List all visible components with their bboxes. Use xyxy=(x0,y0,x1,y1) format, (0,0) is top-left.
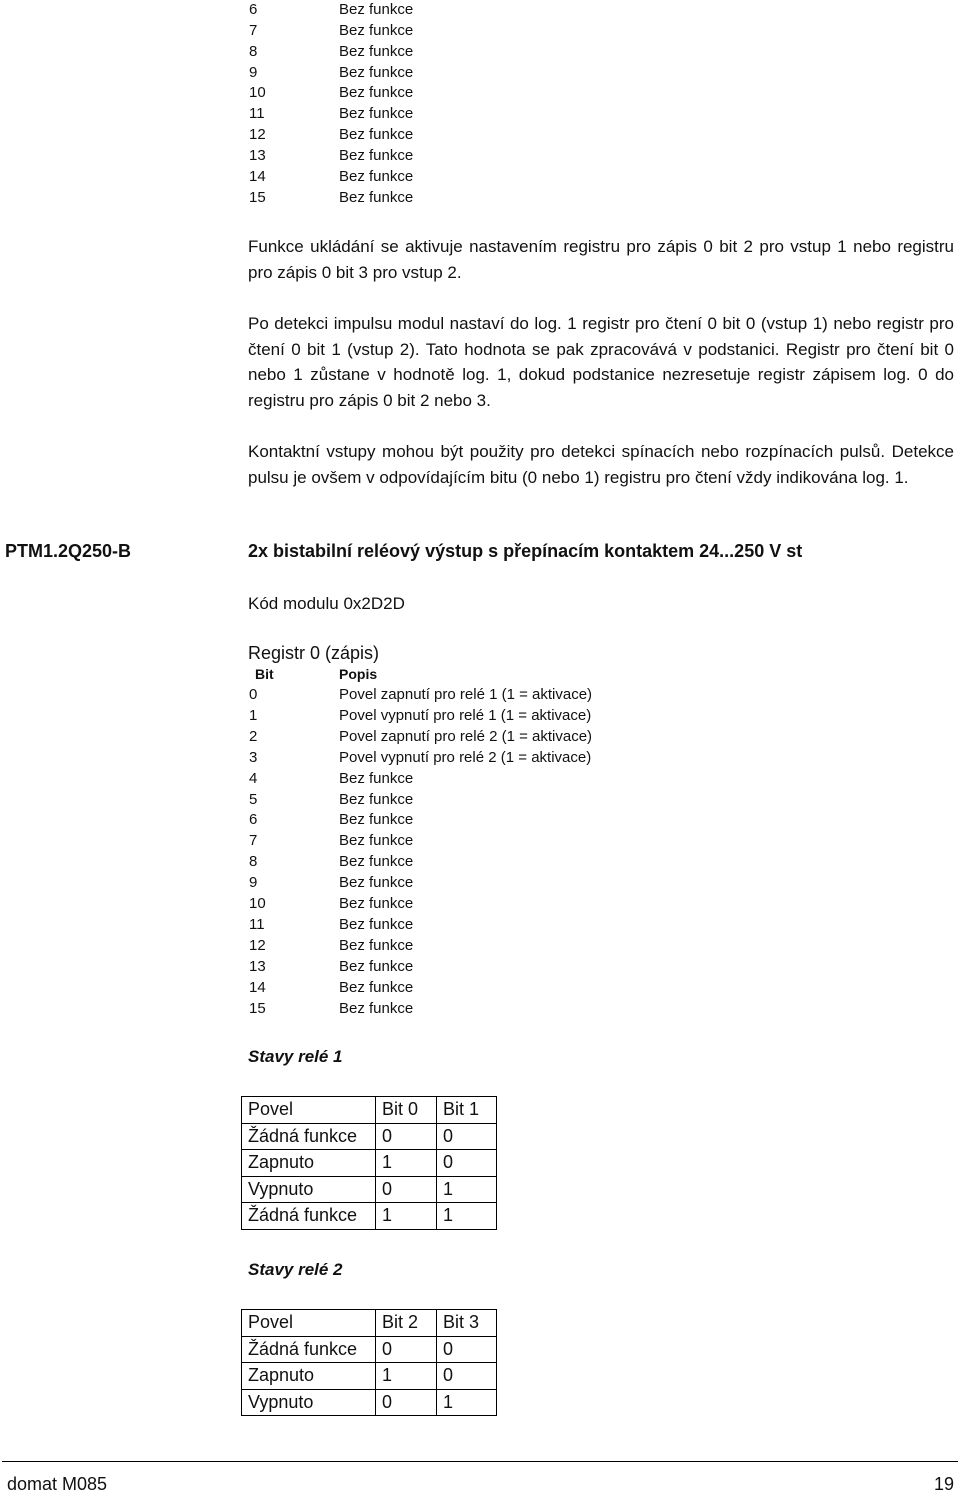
bit-number: 4 xyxy=(249,770,258,787)
table-cell: 1 xyxy=(437,1389,497,1416)
register-row xyxy=(249,726,592,747)
register-row xyxy=(249,41,413,62)
register-row xyxy=(249,977,413,998)
page-number: 19 xyxy=(933,1474,954,1494)
paragraph-contact-inputs: Kontaktní vstupy mohou být použity pro detekci spínacích nebo rozpínacích pulsů. Detekce pulsu je ovšem v odpovídajícím bitu (0 nebo 1) registru pro čtení vždy indikována log. 1. xyxy=(248,442,954,487)
table-cell: 0 xyxy=(376,1176,437,1203)
bit-number: 7 xyxy=(249,22,258,39)
table-row xyxy=(242,1336,497,1363)
table-cell: Žádná funkce xyxy=(242,1203,376,1230)
bit-number: 8 xyxy=(249,853,258,870)
bit-description: Bez funkce xyxy=(339,22,414,39)
table-cell: 0 xyxy=(376,1123,437,1150)
table-cell: 0 xyxy=(437,1123,497,1150)
footer-divider xyxy=(2,1461,958,1462)
bit-number: 15 xyxy=(249,1000,266,1017)
bit-number: 13 xyxy=(249,147,266,164)
register-row xyxy=(249,809,413,830)
register-row xyxy=(249,747,591,768)
bit-number: 9 xyxy=(249,64,258,81)
register-row xyxy=(249,124,413,145)
register-row xyxy=(249,0,413,20)
table-cell: 1 xyxy=(376,1203,437,1230)
bit-description: Bez funkce xyxy=(339,895,414,912)
bit-description: Povel vypnutí pro relé 2 (1 = aktivace) xyxy=(339,749,592,766)
bit-number: 11 xyxy=(249,916,265,933)
table-cell: Žádná funkce xyxy=(242,1336,376,1363)
paragraph-pulse-detection: Po detekci impulsu modul nastaví do log. 1 registr pro čtení 0 bit 0 (vstup 1) nebo registr pro čtení 0 bit 1 (vstup 2). Tato hodnota se pak zpracovává v podstanici. Registr pro čtení bit 0 nebo 1 zůstane v hodnotě log. 1, dokud podstanice nezresetuje registr zápisem log. 0 do registru pro zápis 0 bit 2 nebo 3. xyxy=(248,314,954,410)
table-cell: 0 xyxy=(437,1336,497,1363)
register-row xyxy=(249,62,413,83)
header-cell: Bit 2 xyxy=(376,1310,437,1337)
register-row xyxy=(249,166,413,187)
register-header xyxy=(255,664,377,685)
relay-1-states-title: Stavy relé 1 xyxy=(248,1047,343,1066)
table-cell: 0 xyxy=(437,1150,497,1177)
bit-number: 8 xyxy=(249,43,258,60)
register-row xyxy=(249,872,413,893)
bit-number: 13 xyxy=(249,958,266,975)
table-header-row xyxy=(242,1310,497,1337)
register-title: Registr 0 (zápis) xyxy=(248,643,380,663)
table-cell: 0 xyxy=(376,1389,437,1416)
table-row xyxy=(242,1203,497,1230)
table-cell: Vypnuto xyxy=(242,1176,376,1203)
bit-description: Bez funkce xyxy=(339,168,414,185)
bit-description: Bez funkce xyxy=(339,105,414,122)
bit-number: 14 xyxy=(249,168,266,185)
bit-number: 9 xyxy=(249,874,258,891)
table-cell: 0 xyxy=(437,1363,497,1390)
bit-description: Bez funkce xyxy=(339,43,414,60)
register-row xyxy=(249,20,413,41)
table-row xyxy=(242,1150,497,1177)
register-row xyxy=(249,998,413,1019)
register-row xyxy=(249,830,413,851)
bit-number: 15 xyxy=(249,189,266,206)
register-row xyxy=(249,768,413,789)
bit-description: Bez funkce xyxy=(339,770,414,787)
relay-2-states-title: Stavy relé 2 xyxy=(248,1260,343,1279)
register-row xyxy=(249,705,591,726)
bit-number: 10 xyxy=(249,84,266,101)
module-code: Kód modulu 0x2D2D xyxy=(248,594,405,613)
bit-description: Povel zapnutí pro relé 1 (1 = aktivace) xyxy=(339,686,593,703)
module-title: 2x bistabilní reléový výstup s přepínacím kontaktem 24...250 V st xyxy=(248,541,803,561)
register-row xyxy=(249,103,413,124)
bit-description: Bez funkce xyxy=(339,979,414,996)
table-cell: Zapnuto xyxy=(242,1150,376,1177)
bit-number: 6 xyxy=(249,1,258,18)
footer-document-name: domat M085 xyxy=(7,1474,108,1494)
bit-description: Bez funkce xyxy=(339,147,414,164)
table-cell: Zapnuto xyxy=(242,1363,376,1390)
register-row xyxy=(249,684,592,705)
bit-description: Bez funkce xyxy=(339,916,414,933)
module-designation: PTM1.2Q250-B xyxy=(5,541,132,561)
bit-number: 3 xyxy=(249,749,258,766)
table-row xyxy=(242,1389,497,1416)
register-row xyxy=(249,145,413,166)
bit-description: Bez funkce xyxy=(339,832,414,849)
header-cell: Povel xyxy=(242,1097,376,1124)
table-row xyxy=(242,1123,497,1150)
register-row xyxy=(249,82,413,103)
bit-number: 2 xyxy=(249,728,258,745)
bit-number: 1 xyxy=(249,707,258,724)
bit-description: Bez funkce xyxy=(339,1000,414,1017)
table-row xyxy=(242,1176,497,1203)
bit-description: Bez funkce xyxy=(339,1,414,18)
bit-description: Bez funkce xyxy=(339,84,414,101)
bit-number: 14 xyxy=(249,979,266,996)
relay-1-states-table xyxy=(241,1096,497,1230)
bit-number: 10 xyxy=(249,895,266,912)
register-row xyxy=(249,914,413,935)
bit-description: Bez funkce xyxy=(339,853,414,870)
table-cell: Vypnuto xyxy=(242,1389,376,1416)
bit-description: Bez funkce xyxy=(339,189,414,206)
relay-2-states-table xyxy=(241,1309,497,1416)
table-row xyxy=(242,1363,497,1390)
register-row xyxy=(249,893,413,914)
bit-number: 11 xyxy=(249,105,265,122)
bit-number: 6 xyxy=(249,811,258,828)
bit-description: Bez funkce xyxy=(339,811,414,828)
register-row xyxy=(249,935,413,956)
bit-number: 12 xyxy=(249,126,266,143)
bit-number: 7 xyxy=(249,832,258,849)
register-row xyxy=(249,789,413,810)
header-cell: Bit 0 xyxy=(376,1097,437,1124)
header-cell: Bit 3 xyxy=(437,1310,497,1337)
table-cell: 1 xyxy=(437,1176,497,1203)
paragraph-storage-function: Funkce ukládání se aktivuje nastavením registru pro zápis 0 bit 2 pro vstup 1 nebo registru pro zápis 0 bit 3 pro vstup 2. xyxy=(248,237,954,282)
bit-description: Bez funkce xyxy=(339,126,414,143)
bit-description: Bez funkce xyxy=(339,64,414,81)
register-row xyxy=(249,187,413,208)
bit-description: Povel zapnutí pro relé 2 (1 = aktivace) xyxy=(339,728,593,745)
bit-number: 0 xyxy=(249,686,258,703)
bit-description: Povel vypnutí pro relé 1 (1 = aktivace) xyxy=(339,707,592,724)
register-row xyxy=(249,956,413,977)
col-bit-header: Bit xyxy=(255,666,274,682)
header-cell: Povel xyxy=(242,1310,376,1337)
bit-description: Bez funkce xyxy=(339,937,414,954)
bit-number: 5 xyxy=(249,791,258,808)
header-cell: Bit 1 xyxy=(437,1097,497,1124)
col-desc-header: Popis xyxy=(339,666,378,682)
bit-description: Bez funkce xyxy=(339,874,414,891)
register-row xyxy=(249,851,413,872)
table-cell: 0 xyxy=(376,1336,437,1363)
table-cell: Žádná funkce xyxy=(242,1123,376,1150)
bit-description: Bez funkce xyxy=(339,791,414,808)
table-cell: 1 xyxy=(376,1363,437,1390)
bit-description: Bez funkce xyxy=(339,958,414,975)
table-cell: 1 xyxy=(376,1150,437,1177)
table-cell: 1 xyxy=(437,1203,497,1230)
table-header-row xyxy=(242,1097,497,1124)
bit-number: 12 xyxy=(249,937,266,954)
